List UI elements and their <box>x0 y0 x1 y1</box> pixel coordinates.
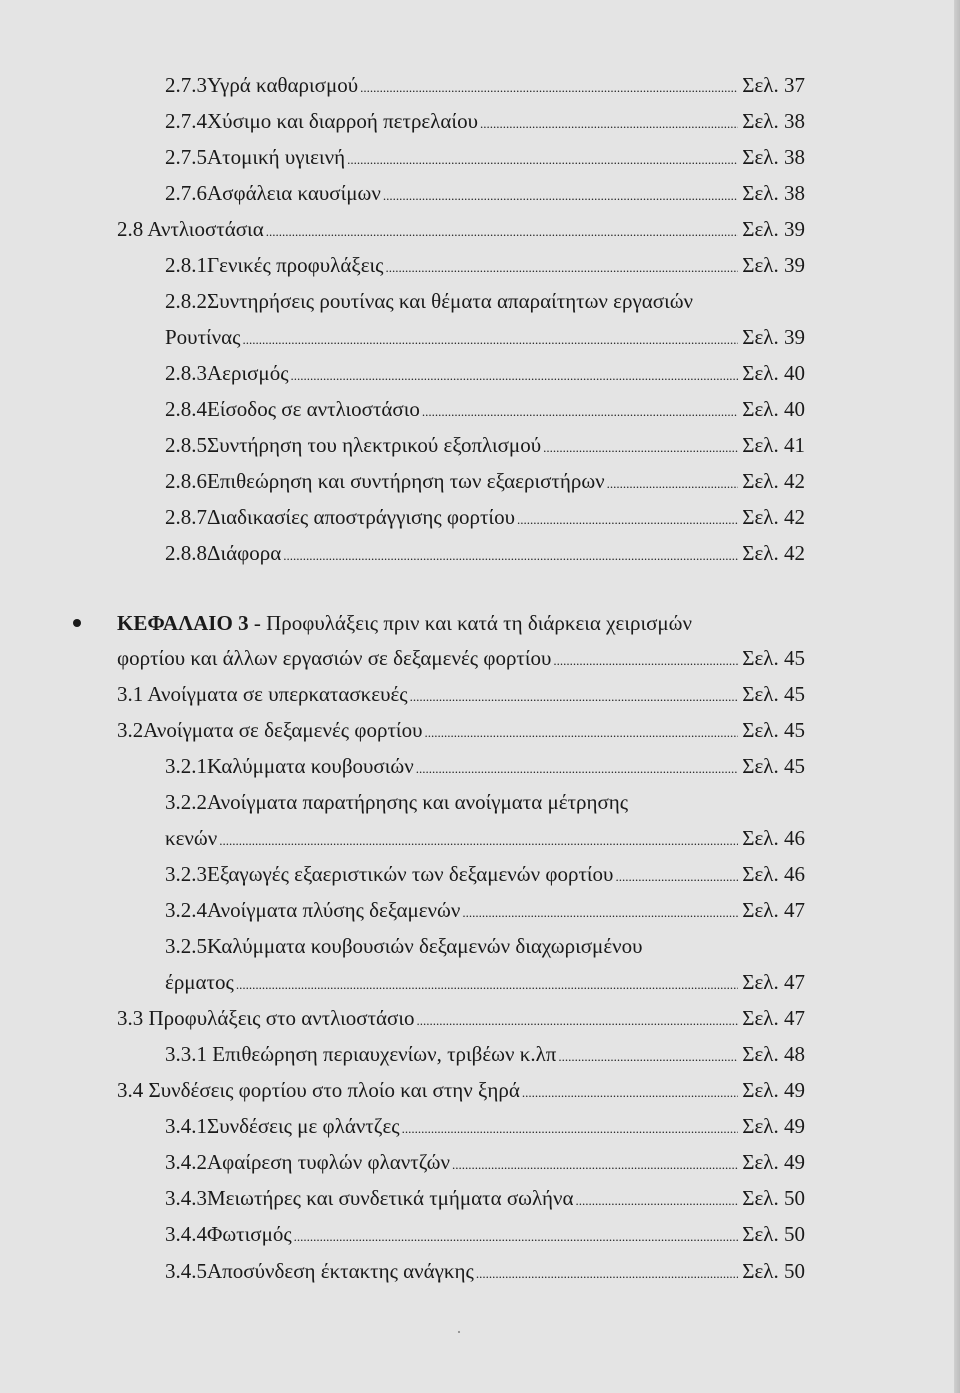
dot-leader <box>422 394 738 427</box>
toc-entry-title: 2.8.3Αερισμός <box>165 361 289 385</box>
dot-leader <box>283 538 738 571</box>
toc-entry-page: Σελ. 46 <box>742 862 805 886</box>
toc-entry <box>117 214 805 244</box>
toc-entry-page: Σελ. 40 <box>742 361 805 385</box>
toc-entry-title: 2.8.7Διαδικασίες αποστράγγισης φορτίου <box>165 505 515 529</box>
toc-entry-title: 3.3.1 Επιθεώρηση περιαυχενίων, τριβέων κ.λπ <box>165 1042 557 1066</box>
dot-leader <box>291 358 739 391</box>
toc-entry-title: 3.2.1Καλύμματα κουβουσιών <box>165 754 414 778</box>
toc-entry-page: Σελ. 42 <box>742 541 805 565</box>
toc-entry-page: Σελ. 49 <box>742 1078 805 1102</box>
toc-entry-title: 3.2Ανοίγματα σε δεξαμενές φορτίου <box>117 718 423 742</box>
toc-entry-title: κενών <box>165 826 218 850</box>
toc-entry-title: - Προφυλάξεις πριν και κατά τη διάρκεια χειρισμών <box>248 611 692 635</box>
toc-entry-page: Σελ. 45 <box>742 754 805 778</box>
dot-leader <box>402 1111 739 1144</box>
toc-entry-title: 2.8.1Γενικές προφυλάξεις <box>165 253 384 277</box>
dot-leader <box>294 1219 739 1252</box>
toc-entry-continued <box>165 286 693 316</box>
toc-entry <box>165 751 805 781</box>
dot-leader <box>575 1183 738 1216</box>
toc-entry-page: Σελ. 39 <box>742 325 805 349</box>
toc-entry <box>165 70 805 100</box>
chapter-label: ΚΕΦΑΛΑΙΟ 3 <box>117 611 249 635</box>
toc-entry <box>165 1183 805 1213</box>
toc-entry-page: Σελ. 37 <box>742 73 805 97</box>
dot-leader <box>236 967 738 1000</box>
dot-leader <box>347 142 738 175</box>
dot-leader <box>417 1003 739 1036</box>
toc-entry-title: 3.2.2Ανοίγματα παρατήρησης και ανοίγματα μέτρησης <box>165 790 629 814</box>
toc-entry-page: Σελ. 47 <box>742 1006 805 1030</box>
toc-entry-title: 2.8.4Είσοδος σε αντλιοστάσιο <box>165 397 420 421</box>
toc-entry-page: Σελ. 47 <box>742 970 805 994</box>
toc-entry-continued <box>165 787 628 817</box>
toc-entry <box>165 430 805 460</box>
toc-entry <box>117 643 805 673</box>
dot-leader <box>383 178 738 211</box>
toc-entry <box>165 322 805 352</box>
dot-leader <box>543 430 738 463</box>
toc-entry-title: Ρουτίνας <box>165 325 241 349</box>
toc-entry-page: Σελ. 45 <box>742 718 805 742</box>
dot-leader <box>360 70 738 103</box>
dot-leader <box>242 322 738 355</box>
toc-entry-page: Σελ. 50 <box>742 1186 805 1210</box>
toc-entry <box>117 1003 805 1033</box>
toc-entry-title: 3.4.1Συνδέσεις με φλάντζες <box>165 1114 400 1138</box>
toc-entry <box>165 1111 805 1141</box>
dot-leader <box>476 1256 738 1289</box>
dot-leader <box>522 1075 738 1108</box>
page-mark: · <box>456 1322 462 1342</box>
toc-entry-page: Σελ. 46 <box>742 826 805 850</box>
dot-leader <box>424 715 738 748</box>
dot-leader <box>266 214 739 247</box>
toc-entry-title: 2.8.2Συντηρήσεις ρουτίνας και θέματα απαραίτητων εργασιών <box>165 289 694 313</box>
toc-entry-page: Σελ. 49 <box>742 1150 805 1174</box>
toc-entry-page: Σελ. 38 <box>742 181 805 205</box>
toc-entry <box>165 1256 805 1286</box>
chapter-heading <box>117 608 692 638</box>
dot-leader <box>416 751 739 784</box>
toc-entry <box>165 358 805 388</box>
toc-entry <box>165 895 805 925</box>
toc-entry-page: Σελ. 42 <box>742 505 805 529</box>
toc-entry <box>165 394 805 424</box>
toc-entry-page: Σελ. 38 <box>742 145 805 169</box>
toc-entry <box>165 502 805 532</box>
dot-leader <box>480 106 738 139</box>
toc-entry-title: 2.7.3Υγρά καθαρισμού <box>165 73 359 97</box>
toc-entry-title: 3.2.3Εξαγωγές εξαεριστικών των δεξαμενών φορτίου <box>165 862 614 886</box>
toc-entry-title: 3.4 Συνδέσεις φορτίου στο πλοίο και στην ξηρά <box>117 1078 520 1102</box>
toc-entry-title: 3.2.5Καλύμματα κουβουσιών δεξαμενών διαχωρισμένου <box>165 934 643 958</box>
dot-leader <box>386 250 739 283</box>
dot-leader <box>558 1039 738 1072</box>
toc-entry-title: έρματος <box>165 970 234 994</box>
toc-entry <box>165 1219 805 1249</box>
toc-entry-page: Σελ. 45 <box>742 646 805 670</box>
toc-entry-title: 3.4.5Αποσύνδεση έκτακτης ανάγκης <box>165 1259 474 1283</box>
toc-entry-page: Σελ. 39 <box>742 253 805 277</box>
toc-entry-title: 3.4.2Αφαίρεση τυφλών φλαντζών <box>165 1150 450 1174</box>
toc-entry-title: 2.8.5Συντήρηση του ηλεκτρικού εξοπλισμού <box>165 433 542 457</box>
toc-entry-title: 2.7.5Ατομική υγιεινή <box>165 145 346 169</box>
toc-entry-page: Σελ. 41 <box>742 433 805 457</box>
toc-entry <box>165 466 805 496</box>
toc-entry-title: 3.2.4Ανοίγματα πλύσης δεξαμενών <box>165 898 461 922</box>
toc-entry-title: 3.3 Προφυλάξεις στο αντλιοστάσιο <box>117 1006 415 1030</box>
toc-entry-title: 3.4.4Φωτισμός <box>165 1222 292 1246</box>
toc-entry <box>165 538 805 568</box>
toc-entry-title: 2.8 Αντλιοστάσια <box>117 217 264 241</box>
toc-entry <box>165 967 805 997</box>
toc-entry-page: Σελ. 38 <box>742 109 805 133</box>
dot-leader <box>452 1147 738 1180</box>
toc-entry-continued <box>165 931 643 961</box>
dot-leader <box>607 466 739 499</box>
toc-entry-page: Σελ. 48 <box>742 1042 805 1066</box>
toc-entry <box>117 1075 805 1105</box>
toc-entry <box>165 1147 805 1177</box>
toc-entry <box>165 859 805 889</box>
toc-entry-title: 2.7.6Ασφάλεια καυσίμων <box>165 181 381 205</box>
toc-entry-title: 2.8.6Επιθεώρηση και συντήρηση των εξαεριστήρων <box>165 469 605 493</box>
toc-entry <box>165 823 805 853</box>
toc-entry-page: Σελ. 42 <box>742 469 805 493</box>
toc-entry-page: Σελ. 45 <box>742 682 805 706</box>
toc-entry-title: φορτίου και άλλων εργασιών σε δεξαμενές φορτίου <box>117 646 552 670</box>
toc-entry <box>165 1039 805 1069</box>
dot-leader <box>553 643 738 676</box>
toc-entry <box>117 679 805 709</box>
dot-leader <box>410 679 739 712</box>
toc-entry <box>117 715 805 745</box>
toc-entry <box>165 106 805 136</box>
dot-leader <box>219 823 738 856</box>
toc-entry <box>165 178 805 208</box>
toc-entry-page: Σελ. 50 <box>742 1259 805 1283</box>
toc-entry-title: 2.7.4Χύσιμο και διαρροή πετρελαίου <box>165 109 478 133</box>
dot-leader <box>615 859 738 892</box>
toc-entry-page: Σελ. 50 <box>742 1222 805 1246</box>
bullet-icon <box>73 619 81 627</box>
toc-entry-page: Σελ. 40 <box>742 397 805 421</box>
toc-entry-page: Σελ. 39 <box>742 217 805 241</box>
toc-entry-page: Σελ. 47 <box>742 898 805 922</box>
toc-entry-title: 3.1 Ανοίγματα σε υπερκατασκευές <box>117 682 408 706</box>
toc-entry <box>165 250 805 280</box>
toc-entry-title: 2.8.8Διάφορα <box>165 541 282 565</box>
toc-entry-title: 3.4.3Μειωτήρες και συνδετικά τμήματα σωλήνα <box>165 1186 574 1210</box>
toc-entry-page: Σελ. 49 <box>742 1114 805 1138</box>
toc-entry <box>165 142 805 172</box>
dot-leader <box>462 895 738 928</box>
page-edge-shadow <box>954 0 960 1393</box>
dot-leader <box>517 502 738 535</box>
